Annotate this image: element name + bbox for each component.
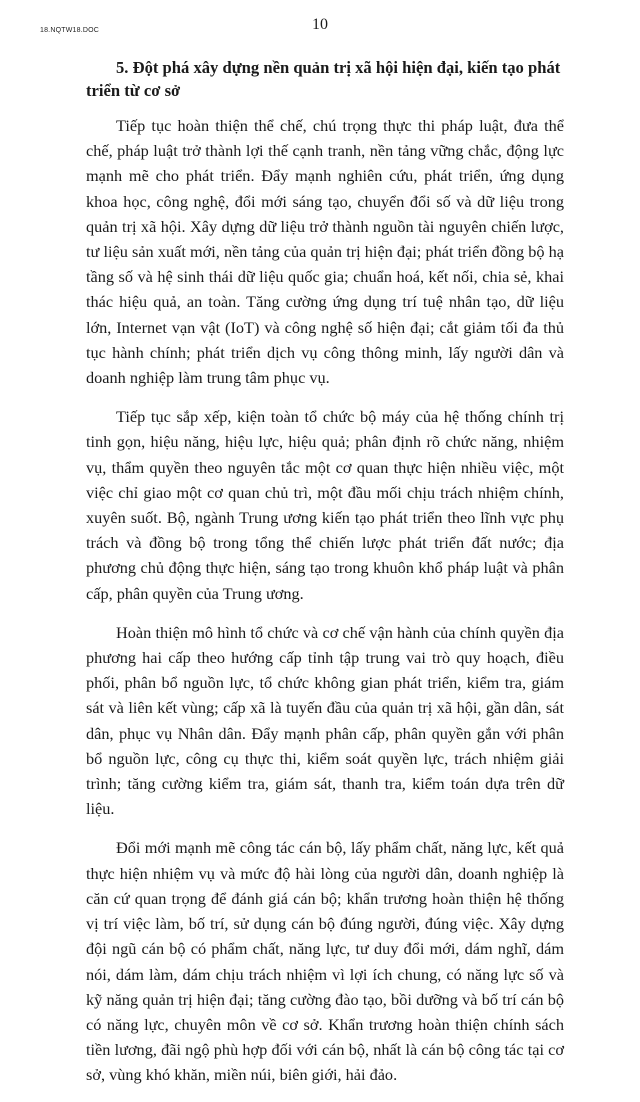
section-heading-text: 5. Đột phá xây dựng nền quản trị xã hội hiện đại, kiến tạo phát triển từ cơ sở: [86, 58, 561, 100]
paragraph-4: Đổi mới mạnh mẽ công tác cán bộ, lấy phẩm chất, năng lực, kết quả thực hiện nhiệm vụ và mức độ hài lòng của người dân, doanh nghiệp là căn cứ quan trọng để đánh giá cán bộ; khẩn trương hoàn thiện hệ thống vị trí việc làm, bố trí, sử dụng cán bộ đúng người, đúng việc. Xây dựng đội ngũ cán bộ có phẩm chất, năng lực, tư duy đổi mới, dám nghĩ, dám nói, dám làm, dám chịu trách nhiệm vì lợi ích chung, có năng lực số và kỹ năng quản trị hiện đại; tăng cường đào tạo, bồi dưỡng và bố trí cán bộ có năng lực, chuyên môn về cơ sở. Khẩn trương hoàn thiện chính sách tiền lương, đãi ngộ phù hợp đối với cán bộ, nhất là cán bộ công tác tại cơ sở, vùng khó khăn, miền núi, biên giới, hải đảo.: [86, 838, 564, 1085]
document-filename: 18.NQTW18.DOC: [40, 27, 99, 34]
section-heading: [86, 56, 564, 102]
page-number: 10: [312, 16, 328, 33]
paragraph-1: Tiếp tục hoàn thiện thể chế, chú trọng thực thi pháp luật, đưa thể chế, pháp luật trở thành lợi thế cạnh tranh, nền tảng vững chắc, động lực mạnh mẽ cho phát triển. Đẩy mạnh nghiên cứu, phát triển, ứng dụng khoa học, công nghệ, đổi mới sáng tạo, chuyển đổi số và dữ liệu trong quản trị xã hội. Xây dựng dữ liệu trở thành nguồn tài nguyên chiến lược, tư liệu sản xuất mới, nền tảng của quản trị hiện đại; phát triển đồng bộ hạ tầng số và hệ sinh thái dữ liệu quốc gia; chuẩn hoá, kết nối, chia sẻ, khai thác hiệu quả, an toàn. Tăng cường ứng dụng trí tuệ nhân tạo, dữ liệu lớn, Internet vạn vật (IoT) và công nghệ số hiện đại; cắt giảm tối đa thủ tục hành chính; phát triển dịch vụ công thông minh, lấy người dân và doanh nghiệp làm trung tâm phục vụ.: [86, 116, 564, 388]
paragraph-2: Tiếp tục sắp xếp, kiện toàn tổ chức bộ máy của hệ thống chính trị tinh gọn, hiệu năng, hiệu lực, hiệu quả; phân định rõ chức năng, nhiệm vụ, thẩm quyền theo nguyên tắc một cơ quan thực hiện nhiều việc, một việc chỉ giao một cơ quan chủ trì, một đầu mối chịu trách nhiệm chính, xuyên suốt. Bộ, ngành Trung ương kiến tạo phát triển theo lĩnh vực phụ trách và đồng bộ trong tổng thể chiến lược phát triển đất nước; địa phương chủ động thực hiện, sáng tạo trong khuôn khổ pháp luật và phân cấp, phân quyền của Trung ương.: [86, 407, 564, 603]
paragraph-3: Hoàn thiện mô hình tổ chức và cơ chế vận hành của chính quyền địa phương hai cấp theo hướng cấp tỉnh tập trung vai trò quy hoạch, điều phối, phân bổ nguồn lực, tổ chức không gian phát triển, kiểm tra, giám sát và liên kết vùng; cấp xã là tuyến đầu của quản trị xã hội, gần dân, sát dân, phục vụ Nhân dân. Đẩy mạnh phân cấp, phân quyền gắn với phân bổ nguồn lực, công cụ thực thi, kiểm soát quyền lực, trách nhiệm giải trình; tăng cường kiểm tra, giám sát, thanh tra, kiểm toán dựa trên dữ liệu.: [86, 622, 564, 819]
document-body: [86, 56, 564, 1102]
